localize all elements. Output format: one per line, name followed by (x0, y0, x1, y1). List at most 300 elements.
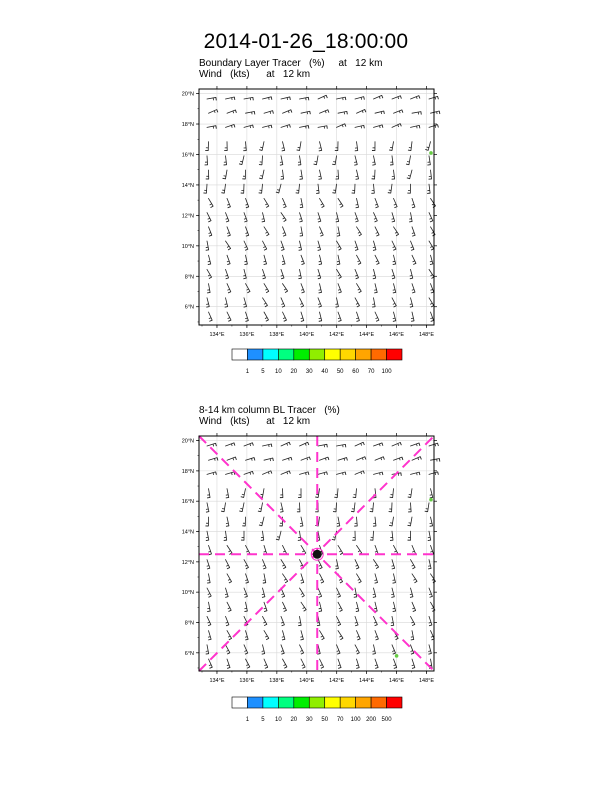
wind-barb-flag (290, 97, 291, 100)
wind-barb-flag (412, 233, 414, 234)
wind-barb (227, 545, 232, 552)
wind-barb (356, 489, 357, 498)
wind-barb-flag (299, 219, 301, 220)
wind-barb (337, 97, 346, 99)
wind-barb (318, 444, 327, 446)
wind-barb-flag (226, 526, 229, 527)
wind-barb (281, 97, 290, 99)
wind-barb-flag (337, 236, 340, 237)
wind-barb-flag (347, 111, 348, 114)
wind-barb (374, 213, 378, 221)
wind-barb (283, 312, 287, 320)
wind-barb-flag (235, 457, 236, 460)
wind-barb (301, 198, 303, 207)
y-tick-label: 20°N (181, 91, 194, 98)
wind-barb (301, 284, 304, 292)
x-tick-label: 140°E (299, 332, 315, 338)
wind-barb-flag (319, 318, 321, 319)
wind-barb-flag (428, 651, 430, 652)
colorbar-label: 50 (336, 369, 344, 375)
wind-barb-flag (319, 150, 322, 151)
wind-barb-flag (394, 667, 397, 668)
wind-barb (355, 560, 359, 568)
wind-barb (209, 489, 211, 498)
wind-barb (412, 227, 415, 235)
wind-barb-flag (356, 207, 359, 208)
colorbar-label: 1 (245, 717, 250, 723)
wind-barb (226, 156, 227, 165)
colorbar-box (263, 349, 278, 360)
wind-barb-flag (430, 318, 432, 319)
wind-barb (283, 110, 291, 113)
wind-barb-flag (299, 221, 302, 222)
wind-barb-flag (264, 624, 267, 625)
wind-barb-flag (282, 261, 284, 262)
wind-barb-flag (229, 582, 232, 583)
wind-barb-flag (319, 292, 322, 293)
wind-barb-flag (381, 112, 382, 114)
wind-barb-flag (270, 459, 271, 461)
wind-barb (281, 156, 283, 165)
wind-barb (357, 255, 361, 263)
wind-barb-flag (319, 596, 322, 597)
wind-barb (301, 227, 303, 236)
wind-barb-flag (429, 625, 432, 626)
wind-barb (283, 142, 285, 151)
wind-barb-flag (265, 317, 267, 318)
wind-barb-flag (318, 221, 321, 222)
wind-barb-flag (326, 95, 327, 98)
wind-barb-flag (287, 125, 288, 127)
wind-barb (337, 472, 346, 474)
wind-barb-flag (291, 457, 292, 460)
wind-barb (209, 602, 211, 611)
wind-barb-flag (375, 667, 378, 668)
panel1-title-line1: Boundary Layer Tracer (%) at 12 km (199, 58, 383, 69)
wind-barb-flag (264, 665, 266, 666)
wind-barb (227, 489, 229, 498)
x-tick-label: 142°E (329, 678, 345, 684)
wind-barb-flag (408, 175, 410, 176)
wind-barb (244, 471, 252, 474)
wind-barb (320, 457, 328, 460)
wind-barb-flag (260, 522, 262, 523)
wind-barb-flag (374, 608, 376, 609)
wind-barb-flag (299, 250, 302, 251)
wind-barb (429, 96, 438, 99)
wind-barb-flag (269, 97, 270, 99)
wind-barb (431, 574, 436, 582)
wind-barb (227, 517, 229, 526)
wind-barb-flag (393, 583, 396, 584)
wind-barb-flag (339, 608, 341, 609)
wind-barb-flag (376, 263, 379, 264)
wind-barb-flag (276, 539, 279, 540)
wind-barb-flag (364, 125, 365, 128)
wind-barb-flag (339, 636, 341, 637)
wind-barb-flag (430, 275, 432, 276)
wind-barb (207, 241, 209, 250)
colorbar-box (309, 349, 324, 360)
wind-barb-flag (393, 321, 396, 322)
wind-barb-flag (289, 442, 290, 445)
wind-barb-flag (413, 263, 416, 264)
wind-barb-flag (435, 125, 436, 127)
wind-barb-flag (338, 624, 341, 625)
colorbar-box (340, 349, 355, 360)
wind-barb-flag (246, 207, 249, 208)
wind-barb-flag (265, 289, 267, 290)
colorbar-label: 100 (350, 717, 361, 723)
wind-barb-flag (375, 565, 377, 566)
wind-barb (283, 170, 284, 179)
colorbar-label: 20 (290, 717, 298, 723)
wind-barb-flag (245, 639, 248, 640)
wind-barb-flag (393, 665, 395, 666)
wind-barb-flag (228, 318, 230, 319)
wind-barb-flag (364, 97, 365, 100)
wind-barb (429, 560, 431, 569)
wind-barb (392, 142, 393, 151)
wind-barb (412, 545, 416, 553)
wind-barb (263, 241, 267, 249)
wind-barb (226, 97, 235, 99)
wind-barb-flag (209, 665, 211, 666)
wind-barb (429, 241, 434, 249)
wind-barb (411, 645, 414, 653)
wind-barb (283, 545, 287, 553)
wind-barb-flag (226, 221, 229, 222)
wind-barb (262, 156, 263, 165)
wind-barb-flag (282, 596, 285, 597)
wind-barb-flag (225, 597, 228, 598)
wind-barb-flag (391, 625, 394, 626)
wind-barb-flag (372, 654, 375, 655)
wind-barb (318, 241, 321, 250)
wind-barb-flag (206, 540, 209, 541)
wind-barb-flag (282, 637, 284, 638)
wind-barb-flag (265, 204, 267, 205)
wind-barb (412, 602, 416, 610)
wind-barb-flag (317, 247, 319, 248)
wind-barb-flag (264, 303, 266, 304)
wind-barb (209, 198, 214, 206)
wind-barb (301, 574, 304, 583)
wind-barb (338, 255, 340, 264)
wind-barb-flag (234, 443, 235, 446)
wind-barb (410, 517, 412, 526)
wind-barb (394, 602, 396, 611)
wind-barb-flag (282, 264, 285, 265)
wind-barb-flag (361, 443, 362, 445)
wind-barb-flag (250, 126, 251, 128)
wind-barb-flag (244, 218, 246, 219)
wind-barb (300, 142, 301, 151)
wind-barb-flag (281, 653, 284, 654)
wind-barb (244, 443, 252, 446)
wind-barb-flag (392, 566, 394, 567)
wind-barb-flag (322, 638, 325, 639)
wind-barb (338, 517, 340, 526)
wind-barb (320, 659, 324, 667)
wind-barb-flag (392, 568, 395, 569)
wind-barb-flag (393, 611, 396, 612)
x-tick-label: 144°E (359, 332, 375, 338)
wind-barb (411, 213, 413, 222)
wind-barb-flag (226, 218, 228, 219)
wind-barb-flag (241, 497, 244, 498)
wind-barb-flag (283, 207, 286, 208)
wind-barb-flag (376, 639, 379, 640)
wind-barb (300, 645, 304, 653)
colorbar-box (387, 697, 402, 708)
wind-barb (301, 255, 304, 263)
wind-barb-flag (263, 247, 265, 248)
wind-barb-flag (437, 112, 438, 114)
wind-barb-flag (396, 638, 399, 639)
wind-barb-flag (282, 639, 285, 640)
wind-barb (244, 489, 246, 498)
wind-barb-flag (411, 247, 413, 248)
wind-barb-flag (337, 264, 340, 265)
wind-barb-flag (281, 304, 283, 305)
wind-barb-flag (284, 220, 287, 222)
wind-barb-flag (413, 579, 415, 580)
wind-barb-flag (208, 625, 211, 626)
wind-barb (337, 616, 341, 624)
wind-barb-flag (412, 624, 415, 625)
wind-barb-flag (319, 608, 321, 609)
wind-barb-flag (324, 473, 325, 475)
wind-barb (375, 631, 378, 639)
wind-barb-flag (428, 653, 431, 654)
colorbar-box (263, 697, 278, 708)
wind-barb-flag (359, 291, 362, 293)
wind-barb-flag (300, 565, 302, 566)
wind-barb-flag (362, 111, 363, 113)
colorbar-box (387, 349, 402, 360)
wind-barb (431, 198, 436, 205)
y-tick-label: 18°N (181, 122, 194, 129)
wind-barb-flag (262, 594, 264, 595)
wind-barb (283, 602, 287, 610)
wind-barb (227, 284, 231, 292)
wind-barb-flag (227, 204, 229, 205)
wind-barb-flag (373, 247, 375, 248)
wind-barb-flag (347, 458, 348, 461)
colorbar-box (278, 349, 293, 360)
colorbar-label: 10 (275, 369, 282, 375)
wind-barb-flag (399, 111, 400, 113)
wind-barb (357, 312, 360, 321)
wind-barb (411, 241, 414, 249)
wind-barb-flag (332, 164, 335, 165)
colorbar-label: 70 (367, 369, 375, 375)
colorbar-box (278, 697, 293, 708)
wind-barb-flag (435, 444, 436, 446)
wind-barb (244, 560, 248, 568)
wind-barb-flag (300, 207, 303, 208)
wind-barb-flag (374, 218, 376, 219)
wind-barb (412, 659, 415, 668)
wind-barb-flag (263, 565, 265, 566)
wind-barb (207, 213, 211, 221)
x-tick-label: 144°E (359, 678, 375, 684)
wind-barb (244, 298, 247, 307)
wind-barb (320, 574, 324, 582)
wind-barb-flag (411, 651, 413, 652)
wind-barb (262, 142, 264, 151)
wind-barb (227, 198, 230, 206)
wind-barb (320, 284, 322, 293)
wind-barb (320, 110, 328, 113)
wind-barb-flag (244, 611, 247, 612)
wind-barb (411, 503, 412, 512)
wind-barb (227, 602, 231, 610)
wind-barb-flag (210, 667, 213, 668)
wind-barb-flag (225, 594, 227, 595)
wind-barb-flag (300, 637, 302, 638)
wind-barb (318, 517, 319, 526)
wind-barb-flag (335, 568, 338, 569)
wind-barb (209, 545, 212, 553)
wind-barb (207, 97, 216, 99)
wind-barb-flag (206, 304, 208, 305)
wind-barb-flag (358, 232, 360, 233)
wind-barb (318, 213, 321, 222)
wind-barb (355, 616, 358, 624)
wind-barb-flag (206, 512, 209, 513)
wind-barb (246, 659, 250, 667)
wind-barb-flag (289, 471, 290, 474)
wind-barb (336, 503, 337, 512)
wind-barb-flag (302, 665, 304, 666)
wind-barb-flag (303, 607, 305, 608)
wind-barb-flag (389, 525, 392, 526)
wind-barb (431, 312, 434, 320)
wind-barb (375, 255, 379, 263)
wind-barb-flag (243, 275, 245, 276)
wind-barb-flag (259, 525, 262, 526)
wind-barb-flag (408, 497, 411, 498)
wind-barb-flag (416, 97, 417, 99)
wind-barb-flag (302, 551, 304, 552)
wind-barb-flag (283, 218, 285, 219)
x-tick-label: 138°E (269, 332, 285, 338)
wind-barb-flag (373, 278, 376, 279)
wind-barb-flag (247, 667, 250, 668)
wind-barb (264, 458, 273, 460)
wind-barb (281, 471, 289, 474)
wind-barb (392, 241, 396, 249)
wind-barb-flag (301, 261, 303, 262)
wind-barb-flag (382, 443, 383, 446)
wind-barb-flag (382, 95, 383, 98)
wind-barb-flag (227, 568, 230, 569)
wind-barb (262, 517, 264, 526)
wind-barb (300, 588, 305, 596)
wind-barb (225, 170, 227, 179)
wind-barb-flag (246, 235, 249, 236)
wind-barb-flag (264, 608, 266, 609)
wind-barb (301, 631, 303, 640)
x-tick-label: 136°E (239, 678, 255, 684)
wind-barb-flag (333, 537, 335, 538)
wind-barb (338, 312, 341, 320)
wind-barb (337, 241, 342, 249)
wind-barb (281, 503, 283, 512)
wind-barb-flag (321, 582, 324, 583)
wind-barb (374, 125, 383, 128)
wind-barb (431, 459, 440, 461)
wind-barb (411, 96, 419, 99)
wind-barb-flag (227, 667, 230, 668)
wind-barb-flag (400, 96, 401, 99)
panel2-title-line1: 8-14 km column BL Tracer (%) (199, 405, 340, 416)
wind-barb-flag (263, 583, 266, 584)
wind-barb-flag (354, 165, 357, 166)
wind-barb (263, 616, 267, 624)
wind-barb (318, 126, 327, 128)
wind-barb (392, 616, 394, 625)
wind-barb-flag (412, 204, 414, 205)
wind-barb (337, 269, 342, 277)
colorbar-box (294, 349, 309, 360)
wind-barb-flag (226, 278, 229, 279)
wind-barb-flag (376, 567, 379, 569)
wind-barb (357, 227, 362, 235)
wind-barb-flag (362, 458, 363, 460)
wind-barb-flag (266, 291, 269, 292)
wind-barb-flag (355, 218, 357, 219)
wind-barb-flag (264, 551, 266, 552)
wind-barb-flag (356, 303, 358, 304)
wind-barb-flag (342, 125, 343, 127)
wind-barb (411, 125, 420, 127)
wind-barb-flag (319, 148, 321, 149)
wind-barb (263, 444, 272, 446)
wind-barb-flag (375, 582, 378, 583)
wind-barb (374, 241, 376, 250)
wind-barb-flag (227, 289, 229, 290)
wind-barb-flag (284, 320, 287, 321)
wind-barb (357, 659, 360, 668)
wind-barb-flag (376, 235, 379, 236)
wind-barb-flag (266, 206, 269, 208)
wind-barb-flag (416, 444, 417, 446)
wind-barb-flag (269, 126, 270, 128)
x-tick-label: 146°E (389, 678, 405, 684)
wind-barb-flag (264, 611, 267, 612)
wind-barb (226, 269, 229, 277)
wind-barb-flag (262, 275, 264, 276)
wind-barb (226, 472, 235, 474)
wind-barb-flag (318, 278, 321, 279)
wind-barb (227, 255, 230, 263)
wind-barb (300, 269, 302, 278)
wind-barb-flag (325, 458, 326, 460)
wind-barb (355, 471, 363, 475)
wind-barb (431, 517, 433, 526)
wind-barb (207, 645, 209, 654)
wind-barb (279, 184, 281, 193)
wind-barb-flag (285, 581, 288, 583)
wind-barb-flag (332, 539, 335, 540)
wind-barb-flag (308, 442, 309, 445)
wind-barb-flag (231, 444, 232, 446)
wind-barb-flag (280, 512, 283, 513)
wind-barb-flag (430, 289, 432, 290)
